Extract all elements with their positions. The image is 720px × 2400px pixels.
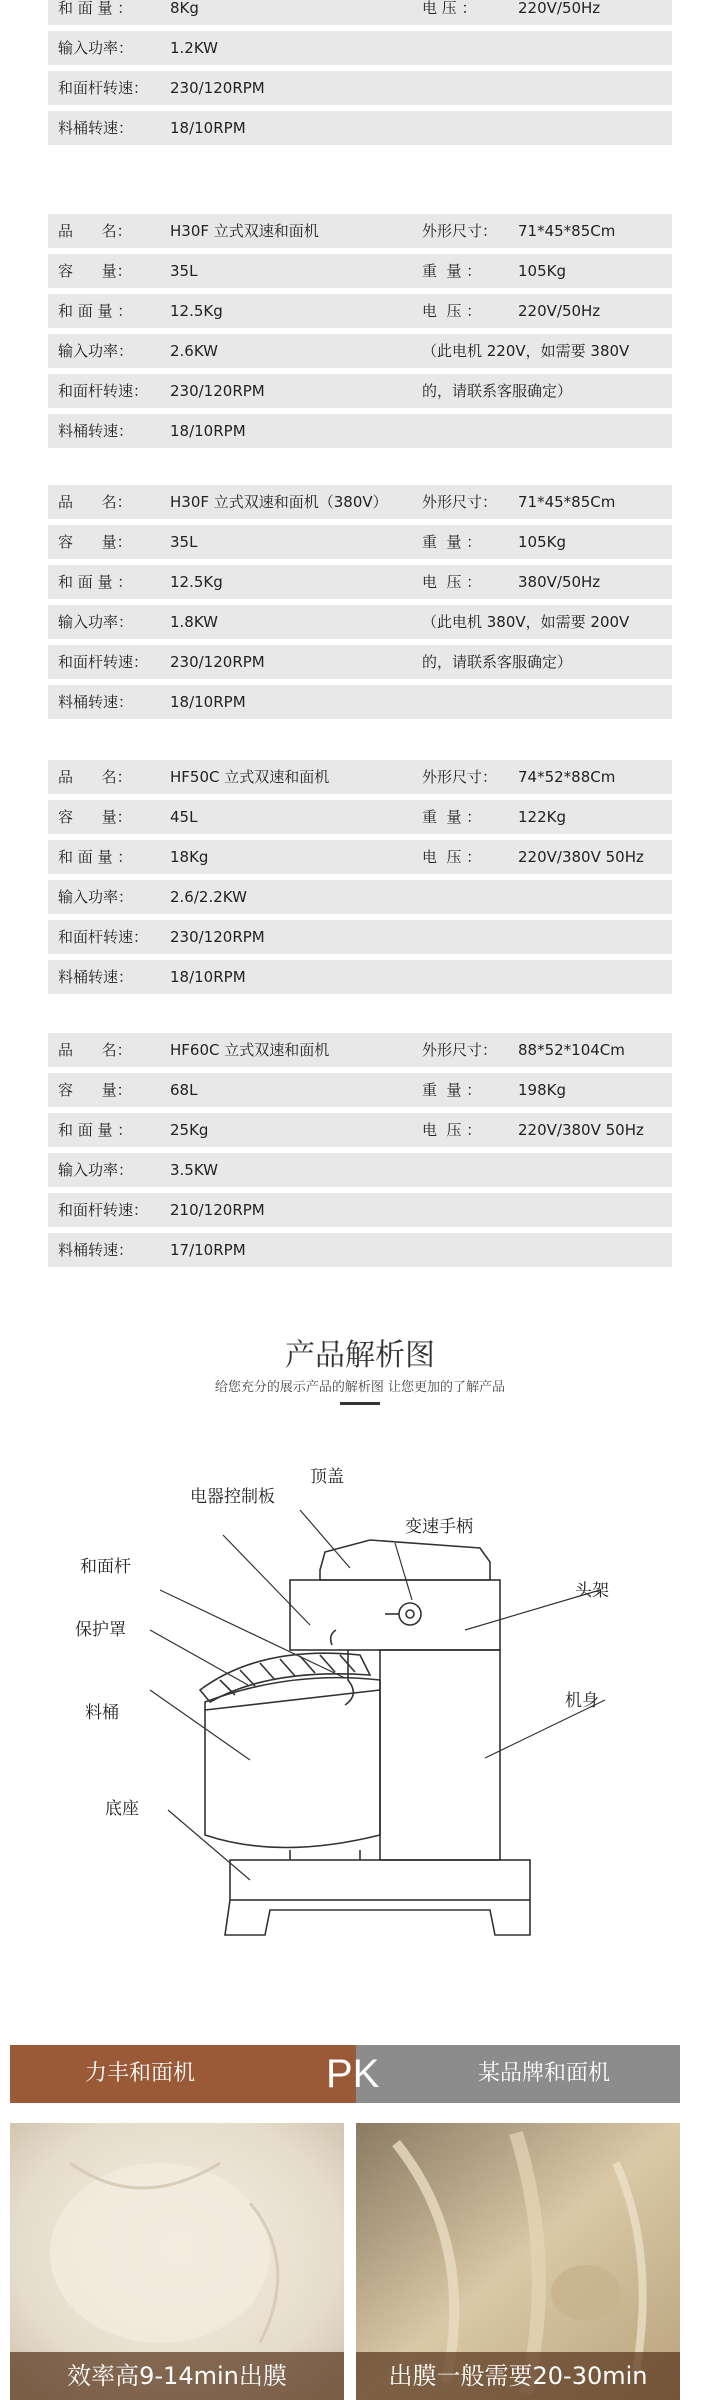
spec-value: 12.5Kg [170, 302, 223, 320]
label-speed-handle: 变速手柄 [405, 1517, 473, 1537]
spec-note: （此电机 220V，如需要 380V [422, 342, 630, 360]
spec-value: 198Kg [518, 1081, 566, 1099]
spec-row [48, 1193, 672, 1227]
spec-value: 18/10RPM [170, 693, 246, 711]
spec-row [48, 840, 672, 874]
spec-row [48, 0, 672, 25]
spec-value: 68L [170, 1081, 198, 1099]
spec-label: 料桶转速： [58, 693, 134, 711]
spec-value: 18Kg [170, 848, 209, 866]
spec-value: 230/120RPM [170, 928, 265, 946]
spec-label: 容 量： [58, 1081, 132, 1099]
left-photo-caption: 效率高9-14min出膜 [10, 2352, 344, 2400]
spec-label: 和面杆转速： [58, 382, 149, 400]
spec-label: 品 名： [58, 768, 132, 786]
section-title: 产品解析图 [285, 1338, 435, 1373]
spec-row [48, 525, 672, 559]
spec-value: 88*52*104Cm [518, 1041, 625, 1059]
section-subtitle: 给您充分的展示产品的解析图 让您更加的了解产品 [214, 1380, 506, 1395]
spec-label: 品 名： [58, 222, 132, 240]
spec-row [48, 645, 672, 679]
spec-value: 210/120RPM [170, 1201, 265, 1219]
spec-value: 8Kg [170, 0, 199, 17]
spec-label: 容 量： [58, 262, 132, 280]
spec-label: 容 量： [58, 533, 132, 551]
spec-block-hf60c [48, 1033, 672, 1273]
spec-value: 220V/380V 50Hz [518, 848, 644, 866]
spec-label: 料桶转速： [58, 422, 134, 440]
spec-label: 和 面 量 ： [58, 302, 133, 320]
spec-block-partial [48, 0, 672, 151]
label-control-panel: 电器控制板 [190, 1487, 275, 1507]
spec-value: 2.6/2.2KW [170, 888, 247, 906]
label-body: 机身 [565, 1691, 599, 1711]
spec-label: 品 名： [58, 1041, 132, 1059]
spec-label: 电 压 ： [422, 302, 482, 320]
spec-value: 18/10RPM [170, 119, 246, 137]
spec-value: 105Kg [518, 262, 566, 280]
spec-label: 容 量： [58, 808, 132, 826]
spec-label: 重 量 ： [422, 533, 482, 551]
right-photo-caption: 出膜一般需要20-30min [356, 2352, 680, 2400]
spec-label: 和 面 量 ： [58, 573, 133, 591]
spec-value: 1.8KW [170, 613, 218, 631]
spec-label: 输入功率： [58, 342, 134, 360]
spec-row [48, 1073, 672, 1107]
spec-label: 外形尺寸： [422, 222, 498, 240]
spec-label: 电 压 ： [422, 573, 482, 591]
spec-value: 45L [170, 808, 198, 826]
spec-row [48, 685, 672, 719]
spec-label: 输入功率： [58, 39, 134, 57]
spec-value: 18/10RPM [170, 422, 246, 440]
spec-label: 外形尺寸： [422, 768, 498, 786]
spec-note: （此电机 380V，如需要 200V [422, 613, 630, 631]
spec-label: 和 面 量 ： [58, 1121, 133, 1139]
spec-value: 122Kg [518, 808, 566, 826]
spec-label: 输入功率： [58, 1161, 134, 1179]
spec-block-h30f [48, 214, 672, 454]
spec-label: 电 压 ： [422, 848, 482, 866]
label-guard: 保护罩 [75, 1620, 126, 1640]
spec-value: 3.5KW [170, 1161, 218, 1179]
spec-row [48, 605, 672, 639]
spec-value: 71*45*85Cm [518, 493, 616, 511]
spec-label: 重 量 ： [422, 808, 482, 826]
right-dough-photo [356, 2123, 680, 2400]
spec-label: 和 面 量 ： [58, 0, 133, 17]
spec-row [48, 485, 672, 519]
comparison-bar [10, 2045, 680, 2103]
spec-row [48, 254, 672, 288]
spec-label: 电 压 ： [422, 1121, 482, 1139]
spec-label: 重 量 ： [422, 1081, 482, 1099]
mixer-diagram [60, 1440, 660, 1980]
spec-value: 35L [170, 262, 198, 280]
spec-value: HF60C 立式双速和面机 [170, 1041, 330, 1059]
spec-value: 74*52*88Cm [518, 768, 616, 786]
spec-value: 2.6KW [170, 342, 218, 360]
left-dough-photo [10, 2123, 344, 2400]
label-base: 底座 [105, 1799, 139, 1819]
spec-value: H30F 立式双速和面机（380V） [170, 493, 388, 511]
left-brand-label: 力丰和面机 [85, 2061, 196, 2086]
spec-label: 电 压 ： [422, 0, 477, 17]
spec-label: 料桶转速： [58, 119, 134, 137]
spec-label: 料桶转速： [58, 968, 134, 986]
spec-label: 输入功率： [58, 888, 134, 906]
spec-value: 35L [170, 533, 198, 551]
spec-row [48, 960, 672, 994]
spec-row [48, 1033, 672, 1067]
spec-row [48, 920, 672, 954]
spec-label: 和面杆转速： [58, 653, 149, 671]
spec-value: 220V/50Hz [518, 0, 601, 17]
spec-note: 的，请联系客服确定） [422, 382, 573, 400]
spec-block-h30f-380v [48, 485, 672, 725]
spec-row [48, 334, 672, 368]
title-underline [340, 1402, 380, 1405]
spec-value: 230/120RPM [170, 79, 265, 97]
spec-value: 17/10RPM [170, 1241, 246, 1259]
spec-row [48, 565, 672, 599]
spec-label: 重 量 ： [422, 262, 482, 280]
spec-row [48, 800, 672, 834]
spec-row [48, 1233, 672, 1267]
spec-value: 230/120RPM [170, 653, 265, 671]
spec-row [48, 71, 672, 105]
spec-value: 230/120RPM [170, 382, 265, 400]
spec-value: 71*45*85Cm [518, 222, 616, 240]
spec-value: 1.2KW [170, 39, 218, 57]
spec-row [48, 414, 672, 448]
spec-value: 220V/380V 50Hz [518, 1121, 644, 1139]
spec-label: 外形尺寸： [422, 493, 498, 511]
spec-value: 12.5Kg [170, 573, 223, 591]
label-top-cover: 顶盖 [310, 1467, 344, 1487]
spec-label: 和面杆转速： [58, 928, 149, 946]
spec-label: 品 名： [58, 493, 132, 511]
label-head-frame: 头架 [575, 1581, 609, 1601]
spec-row [48, 374, 672, 408]
spec-block-hf50c [48, 760, 672, 1000]
spec-label: 输入功率： [58, 613, 134, 631]
spec-value: H30F 立式双速和面机 [170, 222, 319, 240]
spec-row [48, 760, 672, 794]
spec-label: 和 面 量 ： [58, 848, 133, 866]
label-dough-hook: 和面杆 [80, 1557, 131, 1577]
spec-row [48, 111, 672, 145]
spec-row [48, 880, 672, 914]
spec-row [48, 1153, 672, 1187]
spec-row [48, 1113, 672, 1147]
spec-value: 380V/50Hz [518, 573, 601, 591]
spec-value: 105Kg [518, 533, 566, 551]
spec-label: 料桶转速： [58, 1241, 134, 1259]
spec-label: 和面杆转速： [58, 79, 149, 97]
spec-value: HF50C 立式双速和面机 [170, 768, 330, 786]
spec-label: 外形尺寸： [422, 1041, 498, 1059]
spec-label: 和面杆转速： [58, 1201, 149, 1219]
spec-row [48, 31, 672, 65]
spec-row [48, 214, 672, 248]
spec-value: 220V/50Hz [518, 302, 601, 320]
spec-value: 25Kg [170, 1121, 209, 1139]
label-bowl: 料桶 [85, 1703, 119, 1723]
spec-row [48, 294, 672, 328]
right-brand-label: 某品牌和面机 [478, 2061, 611, 2086]
spec-value: 18/10RPM [170, 968, 246, 986]
pk-mark: PK [326, 2052, 380, 2096]
spec-note: 的，请联系客服确定） [422, 653, 573, 671]
